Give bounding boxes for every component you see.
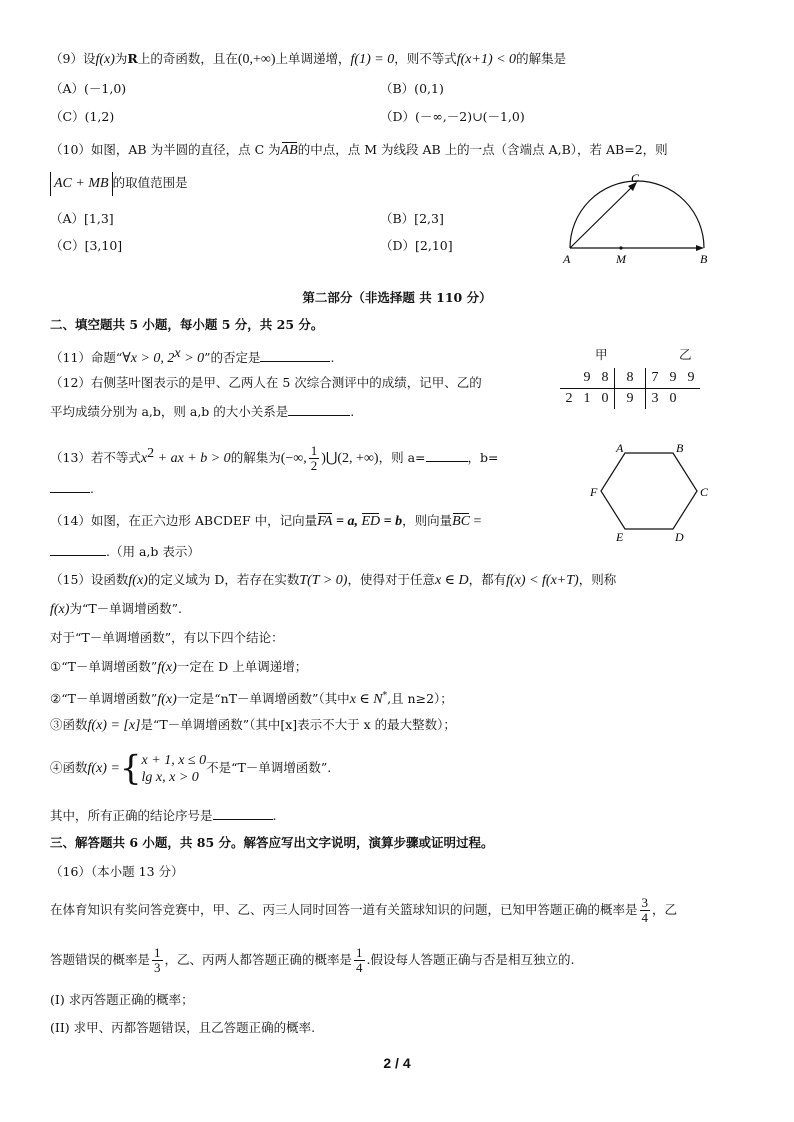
part2-title: 第二部分（非选择题 共 110 分） <box>302 290 492 305</box>
label-f: F <box>590 485 598 499</box>
q11-answer-blank[interactable] <box>260 347 330 362</box>
label-a: A <box>563 252 571 266</box>
q15-answer-blank[interactable] <box>213 805 273 820</box>
q11-stem: （11）命题“∀x > 0, $2^x > 0$”的否定是 . <box>50 346 335 367</box>
stem-leaf-head-yi: 乙 <box>679 347 692 362</box>
label-c: C <box>700 485 709 499</box>
q13-answer-b[interactable] <box>50 478 90 493</box>
q9-option-a: （A）(－1,0) <box>50 81 127 96</box>
q16-para-1: 在体育知识有奖问答竞赛中，甲、乙、丙三人同时回答一道有关篮球知识的问题，已知甲答题正确的概率是 $\frac{3}{4}$ ，乙 <box>50 895 678 925</box>
point-m <box>619 246 622 249</box>
q13-stem: （13）若不等式$x^2$ + ax + b > 0的解集为(−∞, $\frac{1}{2}$ )⋃(2, +∞)，则 a= ，b= <box>50 443 499 474</box>
arrow-b <box>696 245 704 251</box>
leaf-left: 8 <box>601 370 609 385</box>
q15-conclusion-1: ①“T－单调增函数”f(x)一定在 D 上单调递增； <box>50 659 308 675</box>
section3-title: 三、解答题共 6 小题，共 85 分。解答应写出文字说明，演算步骤或证明过程。 <box>50 835 494 850</box>
q16-head: （16）（本小题 13 分） <box>50 864 184 879</box>
label-e: E <box>616 530 624 544</box>
label-b: B <box>676 441 684 455</box>
label-a: A <box>616 441 624 455</box>
stem-leaf-row <box>560 368 700 389</box>
leaf-right: 3 <box>651 391 659 406</box>
q13-stem-2: . <box>50 478 94 498</box>
stem: 8 <box>615 368 646 389</box>
leaf-right: 9 <box>687 370 695 385</box>
piecewise-cases: x + 1, x ≤ 0 lg x, x > 0 <box>141 752 207 785</box>
hexagon-abcdef <box>601 453 697 529</box>
fraction-3-4: $\frac{3}{4}$ <box>641 895 649 925</box>
stem-leaf-plot <box>560 368 700 409</box>
q10-stem: （10）如图，AB 为半圆的直径，点 C 为AB的中点，点 M 为线段 AB 上的一点（含端点 A,B），若 AB=2，则 <box>50 142 668 158</box>
label-c: C <box>631 172 640 185</box>
stem: 9 <box>615 389 646 410</box>
fraction-1-4: $\frac{1}{4}$ <box>356 945 363 975</box>
leaf-right: 9 <box>669 370 677 385</box>
section2-title: 二、填空题共 5 小题，每小题 5 分，共 25 分。 <box>50 317 324 332</box>
leaf-left: 0 <box>601 391 609 406</box>
q10-option-d: （D）[2,10] <box>380 238 453 253</box>
label-d: D <box>675 530 684 544</box>
q10-option-b: （B）[2,3] <box>380 211 444 226</box>
q15-stem: （15）设函数f(x)的定义域为 D，若存在实数T(T > 0)，使得对于任意x ∈ D，都有f(x) < f(x+T)，则称 <box>50 572 617 588</box>
q16-para-2: 答题错误的概率是 $\frac{1}{3}$ ，乙、丙两人都答题正确的概率是 $\frac{1}{4}$ .假设每人答题正确与否是相互独立的. <box>50 945 575 975</box>
q14-stem-2: .（用 a,b 表示） <box>50 541 200 561</box>
q16-sub-1: (I) 求丙答题正确的概率； <box>50 992 194 1007</box>
q12-stem-1: （12）右侧茎叶图表示的是甲、乙两人在 5 次综合测评中的成绩，记甲、乙的 <box>50 375 482 390</box>
stem-leaf-row <box>560 389 700 410</box>
hexagon-figure <box>585 440 720 545</box>
fraction-1-3: $\frac{1}{3}$ <box>154 945 161 975</box>
semicircle-figure <box>555 172 720 267</box>
page-number: 2 / 4 <box>383 1055 411 1071</box>
q12-stem-2: 平均成绩分别为 a,b，则 a,b 的大小关系是 . <box>50 401 354 421</box>
leaf-left: 2 <box>565 391 573 406</box>
q9-stem: （9）设f(x)为R上的奇函数，且在(0,+∞)上单调递增，f(1) = 0，则不等式f(x+1) < 0的解集是 <box>50 51 567 67</box>
leaf-left: 9 <box>583 370 591 385</box>
q14-stem: （14）如图，在正六边形 ABCDEF 中，记向量FA = a, ED = b，则向量BC = <box>50 513 482 529</box>
q9-option-c: （C）(1,2) <box>50 109 115 124</box>
q12-answer-blank[interactable] <box>288 401 350 416</box>
q16-sub-2: (II) 求甲、丙都答题错误，且乙答题正确的概率. <box>50 1020 316 1035</box>
q10-vector-sum: AC + MB <box>50 172 113 196</box>
q14-answer-blank[interactable] <box>50 541 106 556</box>
piecewise-brace: { <box>119 748 142 789</box>
stem-leaf-head-jia: 甲 <box>595 347 608 362</box>
q15-intro: 对于“T－单调增函数”，有以下四个结论： <box>50 630 284 645</box>
leaf-right: 7 <box>651 370 659 385</box>
q15-conclusion-4: ④函数f(x) ={ x + 1, x ≤ 0 lg x, x > 0 不是“T－单调增函数”. <box>50 748 332 789</box>
q15-conclusion-2: ②“T－单调增函数”f(x)一定是“nT－单调增函数”（其中x ∈ N*,且 n≥2）； <box>50 691 453 708</box>
label-b: B <box>700 252 708 266</box>
q9-option-b: （B）(0,1) <box>380 81 444 96</box>
q10-option-c: （C）[3,10] <box>50 238 123 253</box>
q9-option-d: （D）(－∞,－2)∪(－1,0) <box>380 109 525 124</box>
leaf-right: 0 <box>669 391 677 406</box>
q15-stem-2: f(x)为“T－单调增函数”. <box>50 601 183 617</box>
q13-answer-a[interactable] <box>426 447 468 462</box>
semicircle-arc <box>570 181 704 248</box>
q10-option-a: （A）[1,3] <box>50 211 114 226</box>
q15-end: 其中，所有正确的结论序号是 . <box>50 805 277 825</box>
vector-ac <box>570 186 633 248</box>
q13-fraction: $\frac{1}{2}$ <box>310 443 318 474</box>
q15-conclusion-3: ③函数f(x) = [x]是“T－单调增函数”（其中[x]表示不大于 x 的最大整数）； <box>50 717 456 733</box>
leaf-left: 1 <box>583 391 591 406</box>
label-m: M <box>616 252 626 266</box>
q10-expr: AC + MB 的取值范围是 <box>50 170 188 196</box>
